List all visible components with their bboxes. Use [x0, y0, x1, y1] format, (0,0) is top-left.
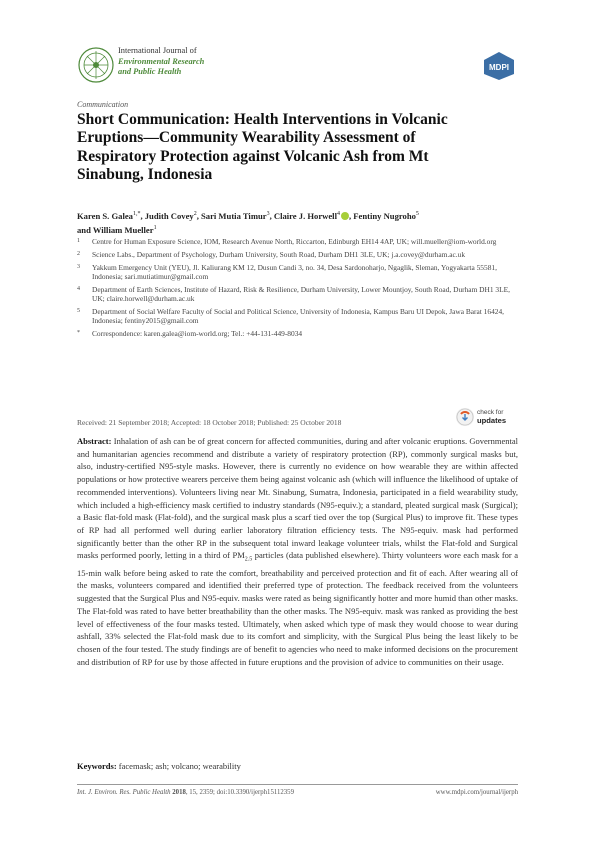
author-affil-sup: 1: [153, 224, 157, 231]
mdpi-logo-icon: [482, 51, 516, 81]
author-name[interactable]: Sari Mutia Timur: [201, 210, 267, 221]
affiliation-text: Yakkum Emergency Unit (YEU), Jl. Kaliurang KM 12, Dusun Candi 3, no. 34, Desa Sardonoharjo, Ngaglik, Sleman, Yogyakarta 55581, Indonesia; sari.mutiatimur@gmail.com: [92, 262, 497, 281]
journal-title-line1: International Journal of: [118, 46, 197, 55]
author-affil-sup: 1,*: [132, 211, 141, 217]
orcid-icon[interactable]: [341, 212, 349, 220]
affiliation-number: 4: [77, 285, 80, 292]
abstract-label: Abstract:: [77, 436, 112, 446]
affiliation-item: [77, 250, 517, 259]
journal-title: [118, 46, 278, 78]
affiliation-text: Centre for Human Exposure Science, IOM, Research Avenue North, Riccarton, Edinburgh EH14 4AP, UK; will.mueller@iom-world.org: [92, 237, 497, 246]
affiliation-item: [77, 237, 517, 246]
check-for-updates-line1: check for: [477, 409, 504, 416]
author-affil-sup: 5: [415, 211, 419, 217]
journal-title-line2: Environmental Research: [118, 56, 205, 66]
footer-year: 2018: [172, 789, 186, 796]
correspondence-text: Correspondence: karen.galea@iom-world.org; Tel.: +44-131-449-8034: [92, 329, 303, 339]
check-for-updates-label: [477, 409, 506, 425]
keywords: [77, 761, 241, 771]
article-type: Communication: [77, 100, 129, 109]
journal-title-line3: and Public Health: [118, 67, 182, 76]
check-for-updates-icon: [456, 408, 474, 426]
affiliation-number: 1: [77, 238, 80, 244]
paper-title: Short Communication: Health Interventions in Volcanic Eruptions—Community Wearability Assessment of Respiratory Protection against Volcanic Ash from Mt Sinabung, Indonesia: [77, 111, 448, 183]
check-for-updates-line2: updates: [477, 416, 507, 425]
keywords-label: Keywords:: [77, 761, 117, 771]
author-affil-sup: 3: [266, 211, 270, 217]
affiliation-text: Department of Earth Sciences, Institute of Hazard, Risk & Resilience, Durham University, Lower Mountjoy, South Road, Durham DH1 3LE, UK; claire.horwell@durham.ac.uk: [92, 284, 510, 304]
author-separator: ,: [269, 210, 274, 221]
affiliations: [77, 237, 517, 342]
abstract-text-part2: particles (data published elsewhere). Thirty volunteers wore each mask for a 15-min walk before being asked to rate the comfort, breathability and perceived protection and fit of each. After wearing all of the masks, volunteers compared and identified their preferred type of protection. The feedback received from the volunteers suggested that the Surgical Plus and N95-equiv. masks were rated as being significantly hotter and more humid than other masks. The Flat-fold was rated to have better breathability than the other masks. The N95-equiv. mask was ranked as providing the best level of effectiveness of the four masks tested. Ultimately, when asked which type of mask they would choose to wear during ashfall, 33% selected the Flat-fold mask due to its comfort and simplicity, with the Surgical Plus being the least likely to be chosen of the four tested. The study findings are of benefit to agencies who need to make informed decisions on the procurement and distribution of RP for use by those affected in future eruptions and the provision of advice to communities on their usage.: [77, 550, 519, 667]
keywords-text: facemask; ash; volcano; wearability: [118, 761, 241, 771]
affiliation-number: 5: [77, 308, 80, 314]
author-affil-sup: 2: [193, 211, 197, 217]
check-for-updates-button[interactable]: [456, 406, 518, 430]
affiliation-item: [77, 307, 517, 326]
affiliation-text: Department of Social Welfare Faculty of Social and Political Science, University of Indonesia, Kampus Baru UI Depok, Jawa Barat 16424, Indonesia; fentiny2015@gmail.com: [92, 307, 505, 326]
publication-dates: Received: 21 September 2018; Accepted: 18 October 2018; Published: 25 October 2018: [77, 418, 342, 427]
footer-citation: [77, 789, 294, 796]
author-name[interactable]: Claire J. Horwell: [273, 210, 337, 221]
author-name[interactable]: Karen S. Galea: [77, 210, 133, 221]
abstract-subscript: 2.5: [244, 557, 253, 564]
author-separator: ,: [348, 210, 354, 221]
affiliation-number: 3: [77, 263, 80, 270]
affiliation-item: [77, 285, 517, 304]
journal-logo-icon: [77, 45, 115, 85]
affiliation-item: [77, 263, 517, 282]
author-separator: ,: [140, 210, 145, 221]
footer-url[interactable]: www.mdpi.com/journal/ijerph: [435, 789, 518, 796]
affiliation-number: *: [77, 330, 80, 337]
author-name[interactable]: Judith Covey: [144, 210, 194, 221]
author-separator: ,: [196, 210, 201, 221]
footer-divider: [77, 784, 518, 785]
abstract: [77, 435, 518, 668]
affiliation-text: Science Labs., Department of Psychology, Durham University, South Road, Durham DH1 3LE, UK; j.a.covey@durham.ac.uk: [92, 249, 466, 259]
footer-doi[interactable]: , 15, 2359; doi:10.3390/ijerph15112359: [185, 789, 294, 796]
author-list: [77, 208, 517, 236]
author-name[interactable]: Fentiny Nugroho: [353, 210, 416, 221]
footer-journal-abbrev: Int. J. Environ. Res. Public Health: [77, 789, 171, 796]
abstract-text-part1: Inhalation of ash can be of great concern for affected communities, during and after volcanic eruptions. Governmental and humanitarian agencies recommend and distribute a variety of respiratory protection (RP), commonly surgical masks but, also, industry-certified N95-style masks. However, there is currently no evidence on how wearable they are within affected populations or how protective wearers perceive them being against volcanic ash (which will influence the likelihood of uptake of recommended interventions). Volunteers living near Mt. Sinabung, Sumatra, Indonesia, participated in a field wearability study, which included a high-efficiency mask certified to industry standards (N95-equiv.); a standard, pleated surgical mask (Surgical); a Basic flat-fold mask (Flat-fold), and the surgical mask plus a scarf tied over the top (Surgical Plus) to improve fit. These types of RP had all performed well during earlier laboratory filtration efficiency tests. The N95-equiv. mask had performed significantly better than the other RP in the subsequent total inward leakage volunteer trials, whilst the Flat-fold and Surgical masks performed poorly, letting in a third of PM: [77, 436, 518, 561]
author-affil-sup: 4: [336, 211, 340, 217]
svg-text:MDPI: MDPI: [489, 63, 509, 72]
correspondence-item: [77, 329, 517, 338]
author-name[interactable]: and William Mueller: [77, 224, 154, 235]
affiliation-number: 2: [77, 250, 80, 257]
